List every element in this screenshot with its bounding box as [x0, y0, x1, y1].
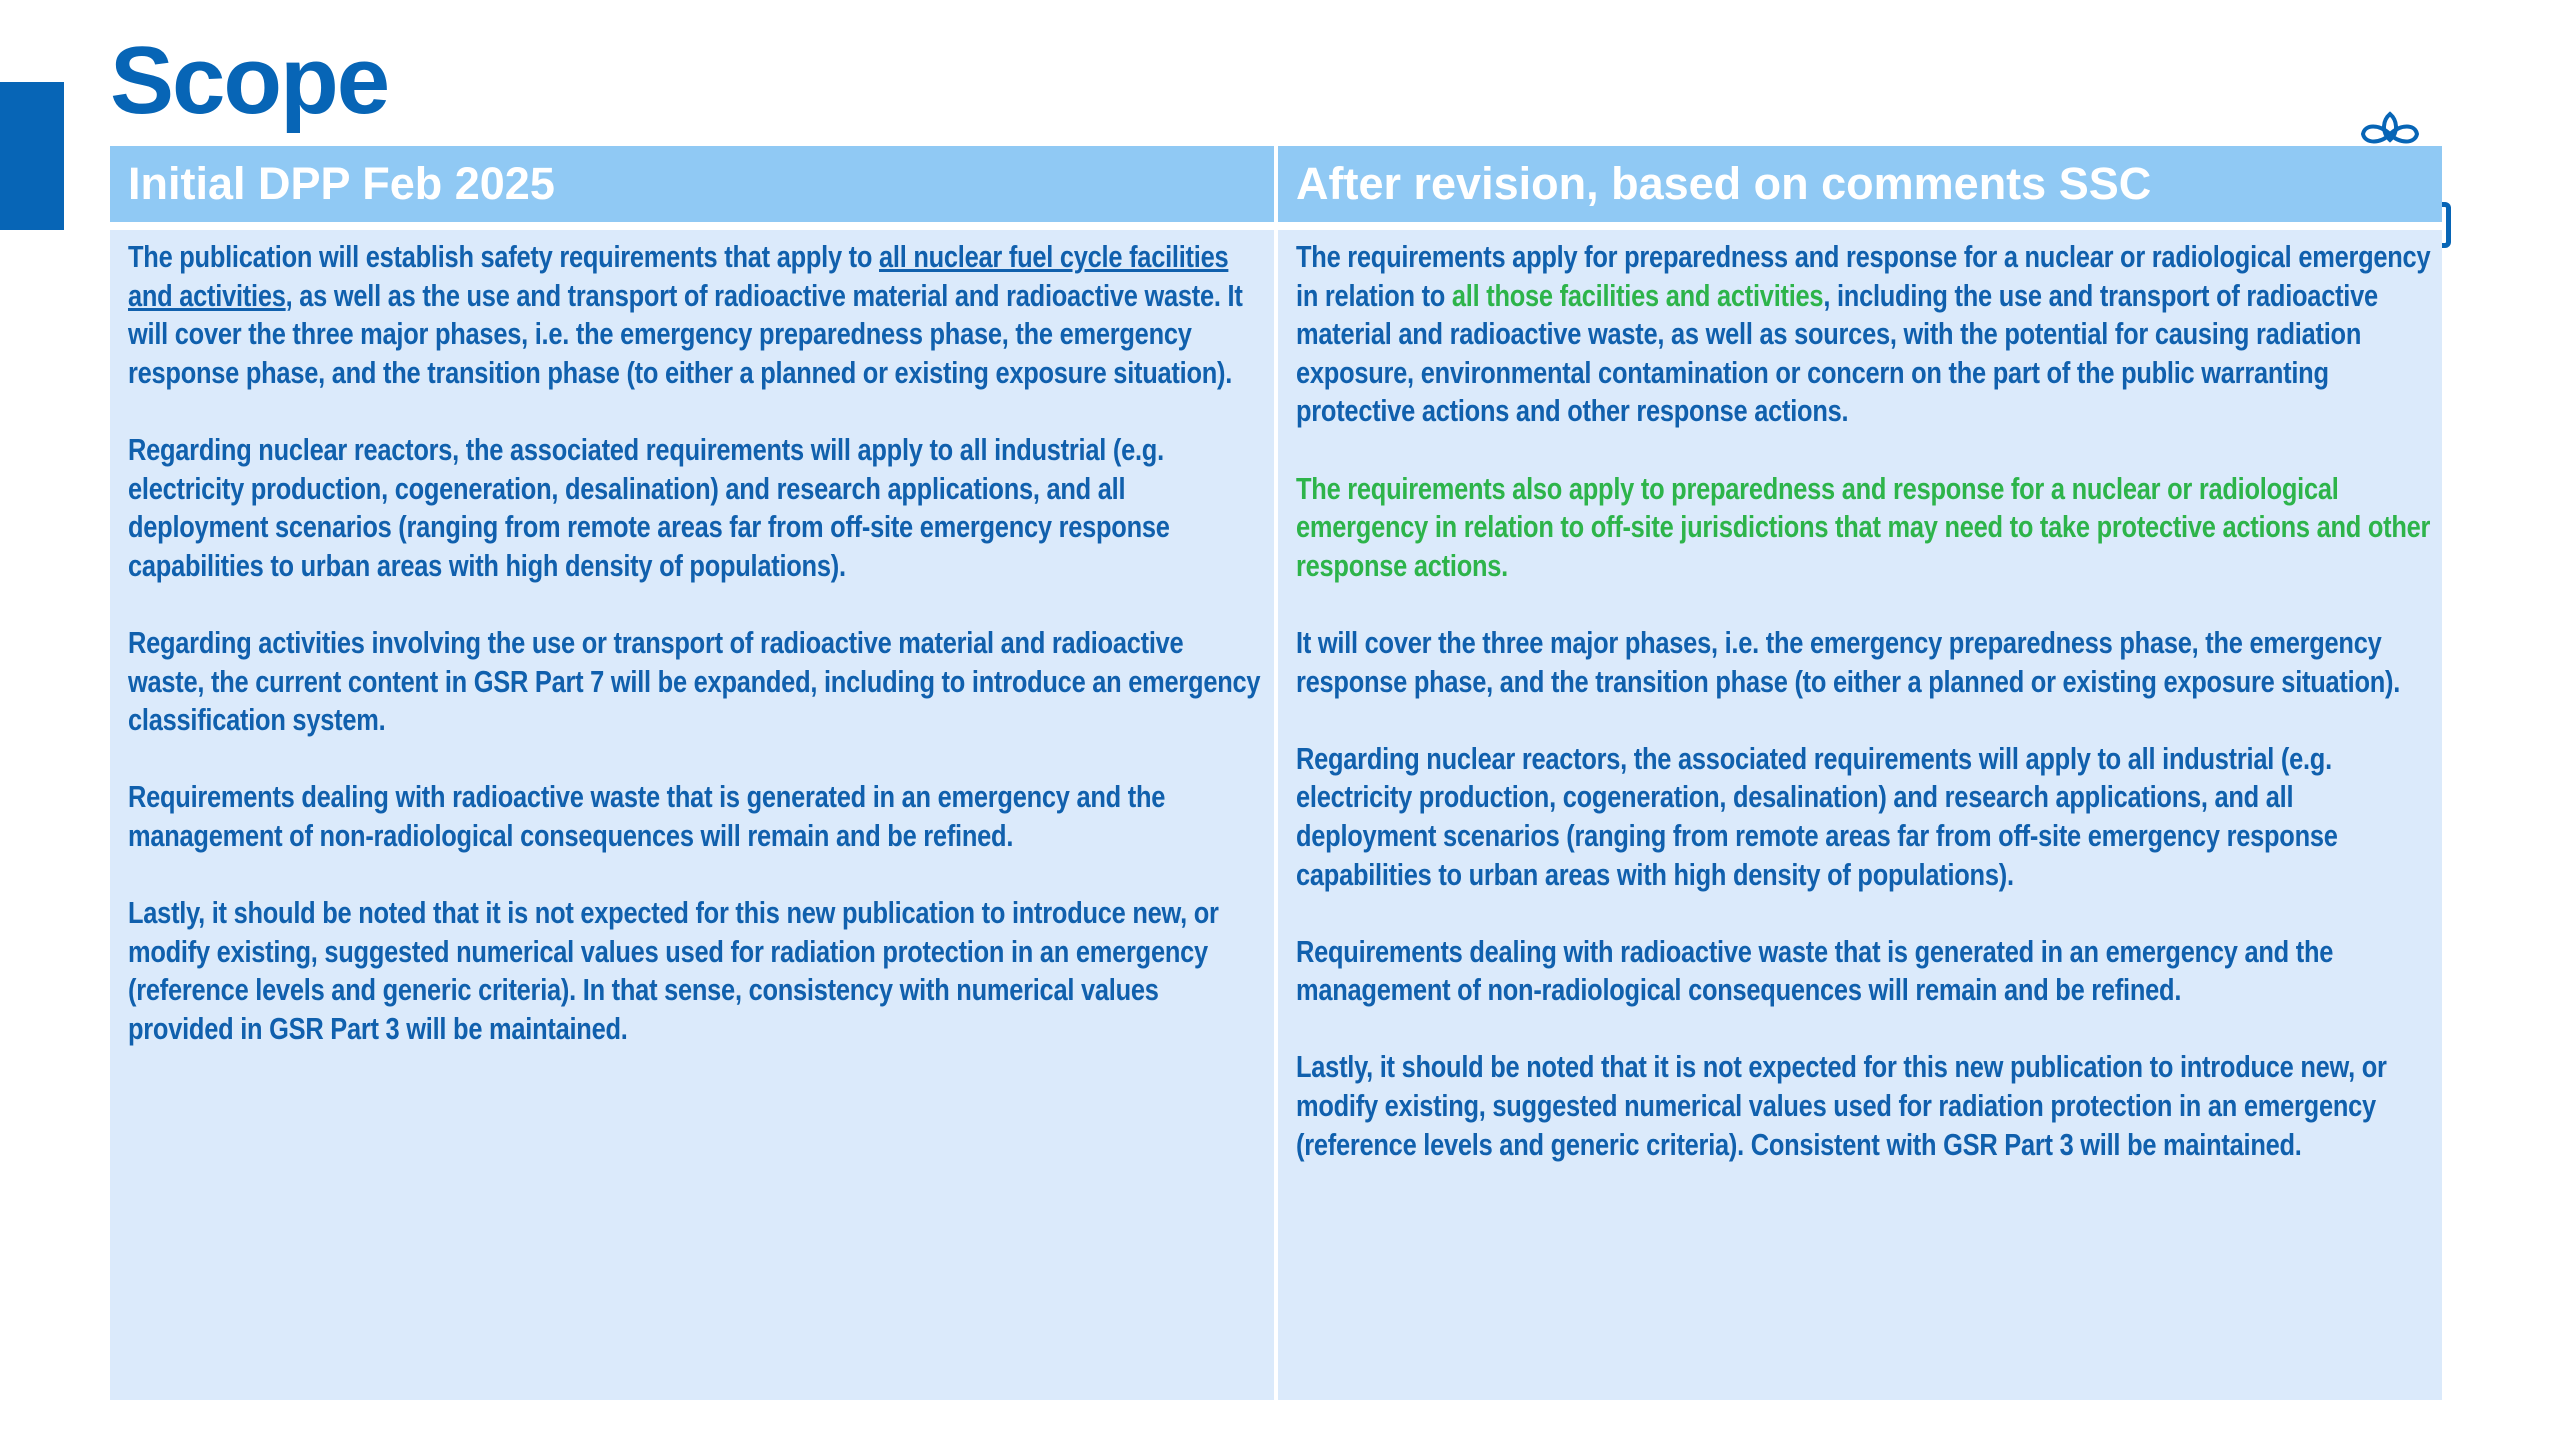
text-segment: , including the use and transport of radioactive material and radioactive waste, as well as sources, with the potential for causing radiation exposure, environmental contamination or concern on the part of the public warranting protective actions and other response actions.	[1296, 277, 2378, 429]
accent-bar	[0, 82, 64, 230]
column-body-initial	[110, 230, 1274, 1400]
text-segment: The publication will establish safety requirements that apply to	[128, 239, 880, 274]
paragraph	[128, 778, 1264, 855]
comparison-table	[110, 146, 2442, 1400]
text-segment: Lastly, it should be noted that it is not expected for this new publication to introduce new, or modify existing, suggested numerical values used for radiation protection in an emergency (reference levels and generic criteria). In that sense, consistency with numerical values provided in GSR Part 3 will be maintained.	[128, 895, 1219, 1046]
column-initial	[110, 146, 1274, 1400]
paragraph	[1296, 624, 2432, 701]
paragraph	[1296, 740, 2432, 894]
text-segment: Requirements dealing with radioactive waste that is generated in an emergency and the management of non-radiological consequences will remain and be refined.	[128, 779, 1166, 853]
paragraph	[128, 624, 1264, 740]
paragraph	[1296, 238, 2432, 431]
highlighted-text: all those facilities and activities	[1451, 277, 1824, 313]
paragraph	[1296, 470, 2432, 586]
text-segment: The requirements apply for preparedness and response for a nuclear or radiological emergency in relation to	[1296, 239, 2431, 313]
paragraph	[128, 431, 1264, 585]
text-segment: Regarding activities involving the use or transport of radioactive material and radioactive waste, the current content in GSR Part 7 will be expanded, including to introduce an emergency classification system.	[128, 624, 1261, 738]
page-title: Scope	[110, 27, 389, 134]
paragraph	[128, 894, 1264, 1048]
underlined-text: all nuclear fuel cycle facilities and activities	[128, 239, 1229, 313]
column-text-initial	[128, 238, 1264, 1087]
text-segment: Regarding nuclear reactors, the associated requirements will apply to all industrial (e.g. electricity production, cogeneration, desalination) and research applications, and all deployment scenarios (ranging from remote areas far from off-site emergency response capabilities to urban areas with high density of populations).	[128, 431, 1170, 583]
atom-logo-icon	[2355, 110, 2425, 150]
highlighted-text: The requirements also apply to preparedness and response for a nuclear or radiological emergency in relation to off-site jurisdictions that may need to take protective actions and other response actions.	[1296, 470, 2431, 583]
column-header-initial: Initial DPP Feb 2025	[110, 146, 1274, 222]
text-segment: , as well as the use and transport of radioactive material and radioactive waste. It will cover the three major phases, i.e. the emergency preparedness phase, the emergency response phase, and the transition phase (to either a planned or existing exposure situation).	[128, 277, 1243, 390]
paragraph	[1296, 1048, 2432, 1164]
text-segment: Requirements dealing with radioactive waste that is generated in an emergency and the management of non-radiological consequences will remain and be refined.	[1296, 933, 2334, 1008]
column-body-revised	[1278, 230, 2442, 1400]
paragraph	[128, 238, 1264, 392]
column-header-revised: After revision, based on comments SSC	[1278, 146, 2442, 222]
text-segment: Lastly, it should be noted that it is not expected for this new publication to introduce new, or modify existing, suggested numerical values used for radiation protection in an emergency (reference levels and generic criteria). Consistent with GSR Part 3 will be maintained.	[1296, 1049, 2387, 1162]
column-revised	[1278, 146, 2442, 1400]
column-text-revised	[1296, 238, 2432, 1203]
text-segment: Regarding nuclear reactors, the associated requirements will apply to all industrial (e.g. electricity production, cogeneration, desalination) and research applications, and all deployment scenarios (ranging from remote areas far from off-site emergency response capabilities to urban areas with high density of populations).	[1296, 740, 2338, 892]
text-segment: It will cover the three major phases, i.e. the emergency preparedness phase, the emergency response phase, and the transition phase (to either a planned or existing exposure situation).	[1296, 624, 2401, 699]
paragraph	[1296, 933, 2432, 1010]
